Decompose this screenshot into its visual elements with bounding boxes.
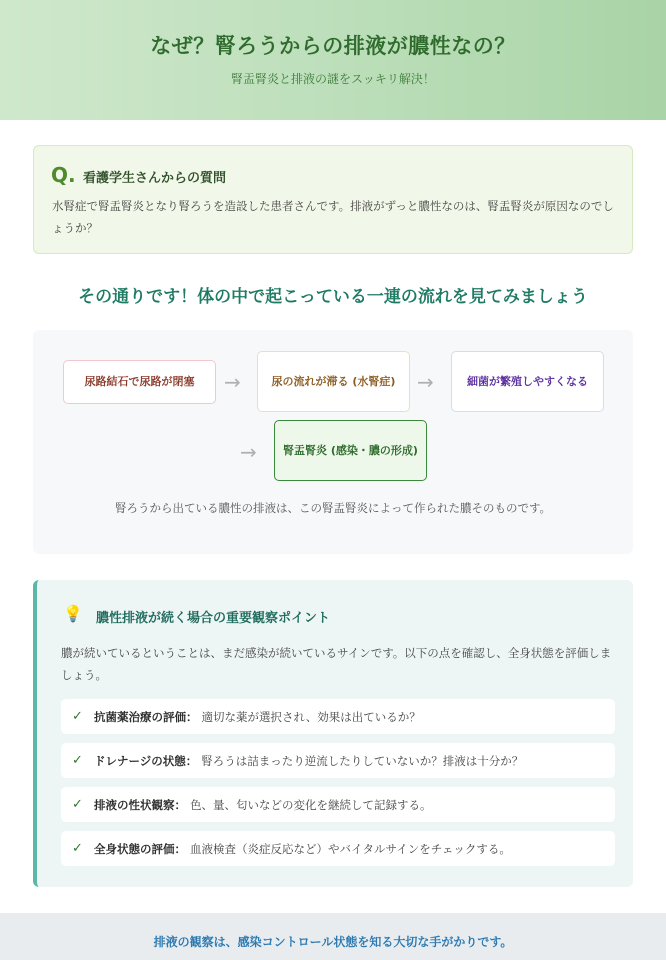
lightbulb-icon: 💡 (63, 604, 83, 623)
flow-step-pyelonephritis: 腎盂腎炎 (感染・膿の形成) (274, 420, 427, 481)
arrow-right-icon: → (224, 370, 241, 394)
point-label: 抗菌薬治療の評価： (94, 709, 198, 724)
flow-step-hydronephrosis: 尿の流れが滞る (水腎症) (257, 351, 410, 412)
observation-point (61, 831, 615, 866)
point-label: 全身状態の評価： (94, 841, 186, 856)
point-text: 腎ろうは詰まったり逆流したりしていないか？排液は十分か？ (201, 753, 524, 768)
flow-step-obstruction: 尿路結石で尿路が閉塞 (63, 360, 216, 404)
checkmark-icon: ✓ (72, 797, 83, 812)
arrow-right-icon: → (240, 440, 257, 464)
arrow-right-icon: → (417, 370, 434, 394)
flow-diagram (33, 330, 633, 554)
footer-text: 排液の観察は、感染コントロール状態を知る大切な手がかりです。 (153, 935, 513, 949)
observation-box (33, 580, 633, 887)
observation-text: 膿が続いているということは、まだ感染が続いているサインです。以下の点を確認し、全身状態を評価しましょう。 (61, 646, 612, 682)
observation-point (61, 787, 615, 822)
question-mark: Q. (51, 163, 76, 187)
checkmark-icon: ✓ (72, 841, 83, 856)
observation-title: 膿性排液が続く場合の重要観察ポイント (96, 611, 331, 626)
point-label: 排液の性状観察： (94, 797, 186, 812)
page-header (0, 0, 666, 120)
flow-note: 腎ろうから出ている膿性の排液は、この腎盂腎炎によって作られた膿そのものです。 (114, 501, 552, 515)
flow-step-bacteria: 細菌が繁殖しやすくなる (451, 351, 604, 412)
question-box (33, 145, 633, 254)
point-text: 色、量、匂いなどの変化を継続して記録する。 (190, 797, 432, 812)
answer-title: その通りです！体の中で起こっている一連の流れを見てみましょう (78, 287, 588, 307)
observation-point (61, 743, 615, 778)
checkmark-icon: ✓ (72, 753, 83, 768)
question-text: 水腎症で腎盂腎炎となり腎ろうを造設した患者さんです。排液がずっと膿性なのは、腎盂腎炎が原因なのでしょうか？ (52, 199, 614, 235)
checkmark-icon: ✓ (72, 709, 83, 724)
question-title: 看護学生さんからの質問 (83, 171, 227, 186)
page-footer (0, 913, 666, 960)
page-title: なぜ？腎ろうからの排液が膿性なの？ (150, 34, 516, 58)
point-text: 血液検査（炎症反応など）やバイタルサインをチェックする。 (190, 841, 511, 856)
point-label: ドレナージの状態： (94, 753, 198, 768)
point-text: 適切な薬が選択され、効果は出ているか？ (201, 709, 421, 724)
page-subtitle: 腎盂腎炎と排液の謎をスッキリ解決！ (231, 72, 435, 86)
observation-point (61, 699, 615, 734)
